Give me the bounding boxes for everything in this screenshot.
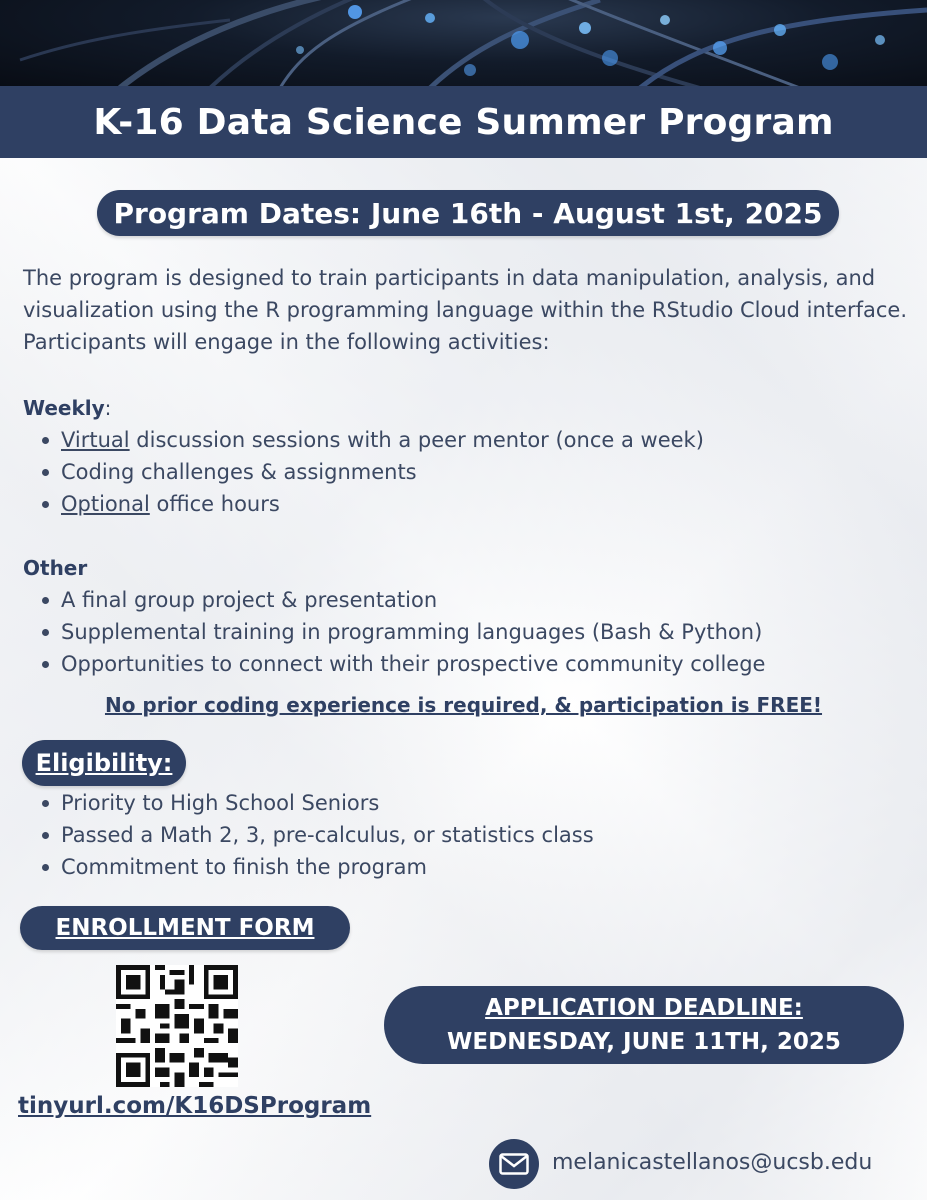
list-item: Priority to High School Seniors	[42, 787, 594, 819]
eligibility-heading: Eligibility:	[22, 740, 186, 786]
deadline-date: WEDNESDAY, JUNE 11TH, 2025	[447, 1029, 841, 1055]
list-item: Optional office hours	[42, 488, 704, 520]
enrollment-form-heading: ENROLLMENT FORM	[20, 906, 350, 950]
list-item: Commitment to finish the program	[42, 851, 594, 883]
list-item: Passed a Math 2, 3, pre-calculus, or statistics class	[42, 819, 594, 851]
list-item: Supplemental training in programming languages (Bash & Python)	[42, 616, 765, 648]
free-participation-note: No prior coding experience is required, & participation is FREE!	[104, 693, 823, 717]
fiber-optic-decoration	[0, 0, 927, 88]
other-list	[42, 584, 765, 680]
list-item: Opportunities to connect with their prospective community college	[42, 648, 765, 680]
eligibility-list	[42, 787, 594, 883]
program-dates-badge: Program Dates: June 16th - August 1st, 2025	[97, 190, 839, 236]
other-heading: Other	[23, 556, 88, 580]
weekly-list	[42, 424, 704, 520]
enrollment-link[interactable]: tinyurl.com/K16DSProgram	[18, 1093, 372, 1119]
envelope-icon	[489, 1139, 539, 1189]
envelope-icon-glyph	[499, 1153, 529, 1175]
contact-email[interactable]: melanicastellanos@ucsb.edu	[552, 1150, 873, 1175]
weekly-heading: Weekly:	[23, 396, 112, 420]
list-item: Virtual discussion sessions with a peer mentor (once a week)	[42, 424, 704, 456]
deadline-label: APPLICATION DEADLINE:	[485, 995, 803, 1021]
program-description: The program is designed to train participants in data manipulation, analysis, and visualization using the R programming language within the RStudio Cloud interface. Participants will engage in the following activities:	[23, 266, 907, 354]
hero-banner-image	[0, 0, 927, 88]
page-title: K-16 Data Science Summer Program	[0, 86, 927, 158]
list-item: A final group project & presentation	[42, 584, 765, 616]
application-deadline-badge	[384, 986, 904, 1064]
list-item: Coding challenges & assignments	[42, 456, 704, 488]
qr-code-icon[interactable]	[116, 965, 238, 1087]
